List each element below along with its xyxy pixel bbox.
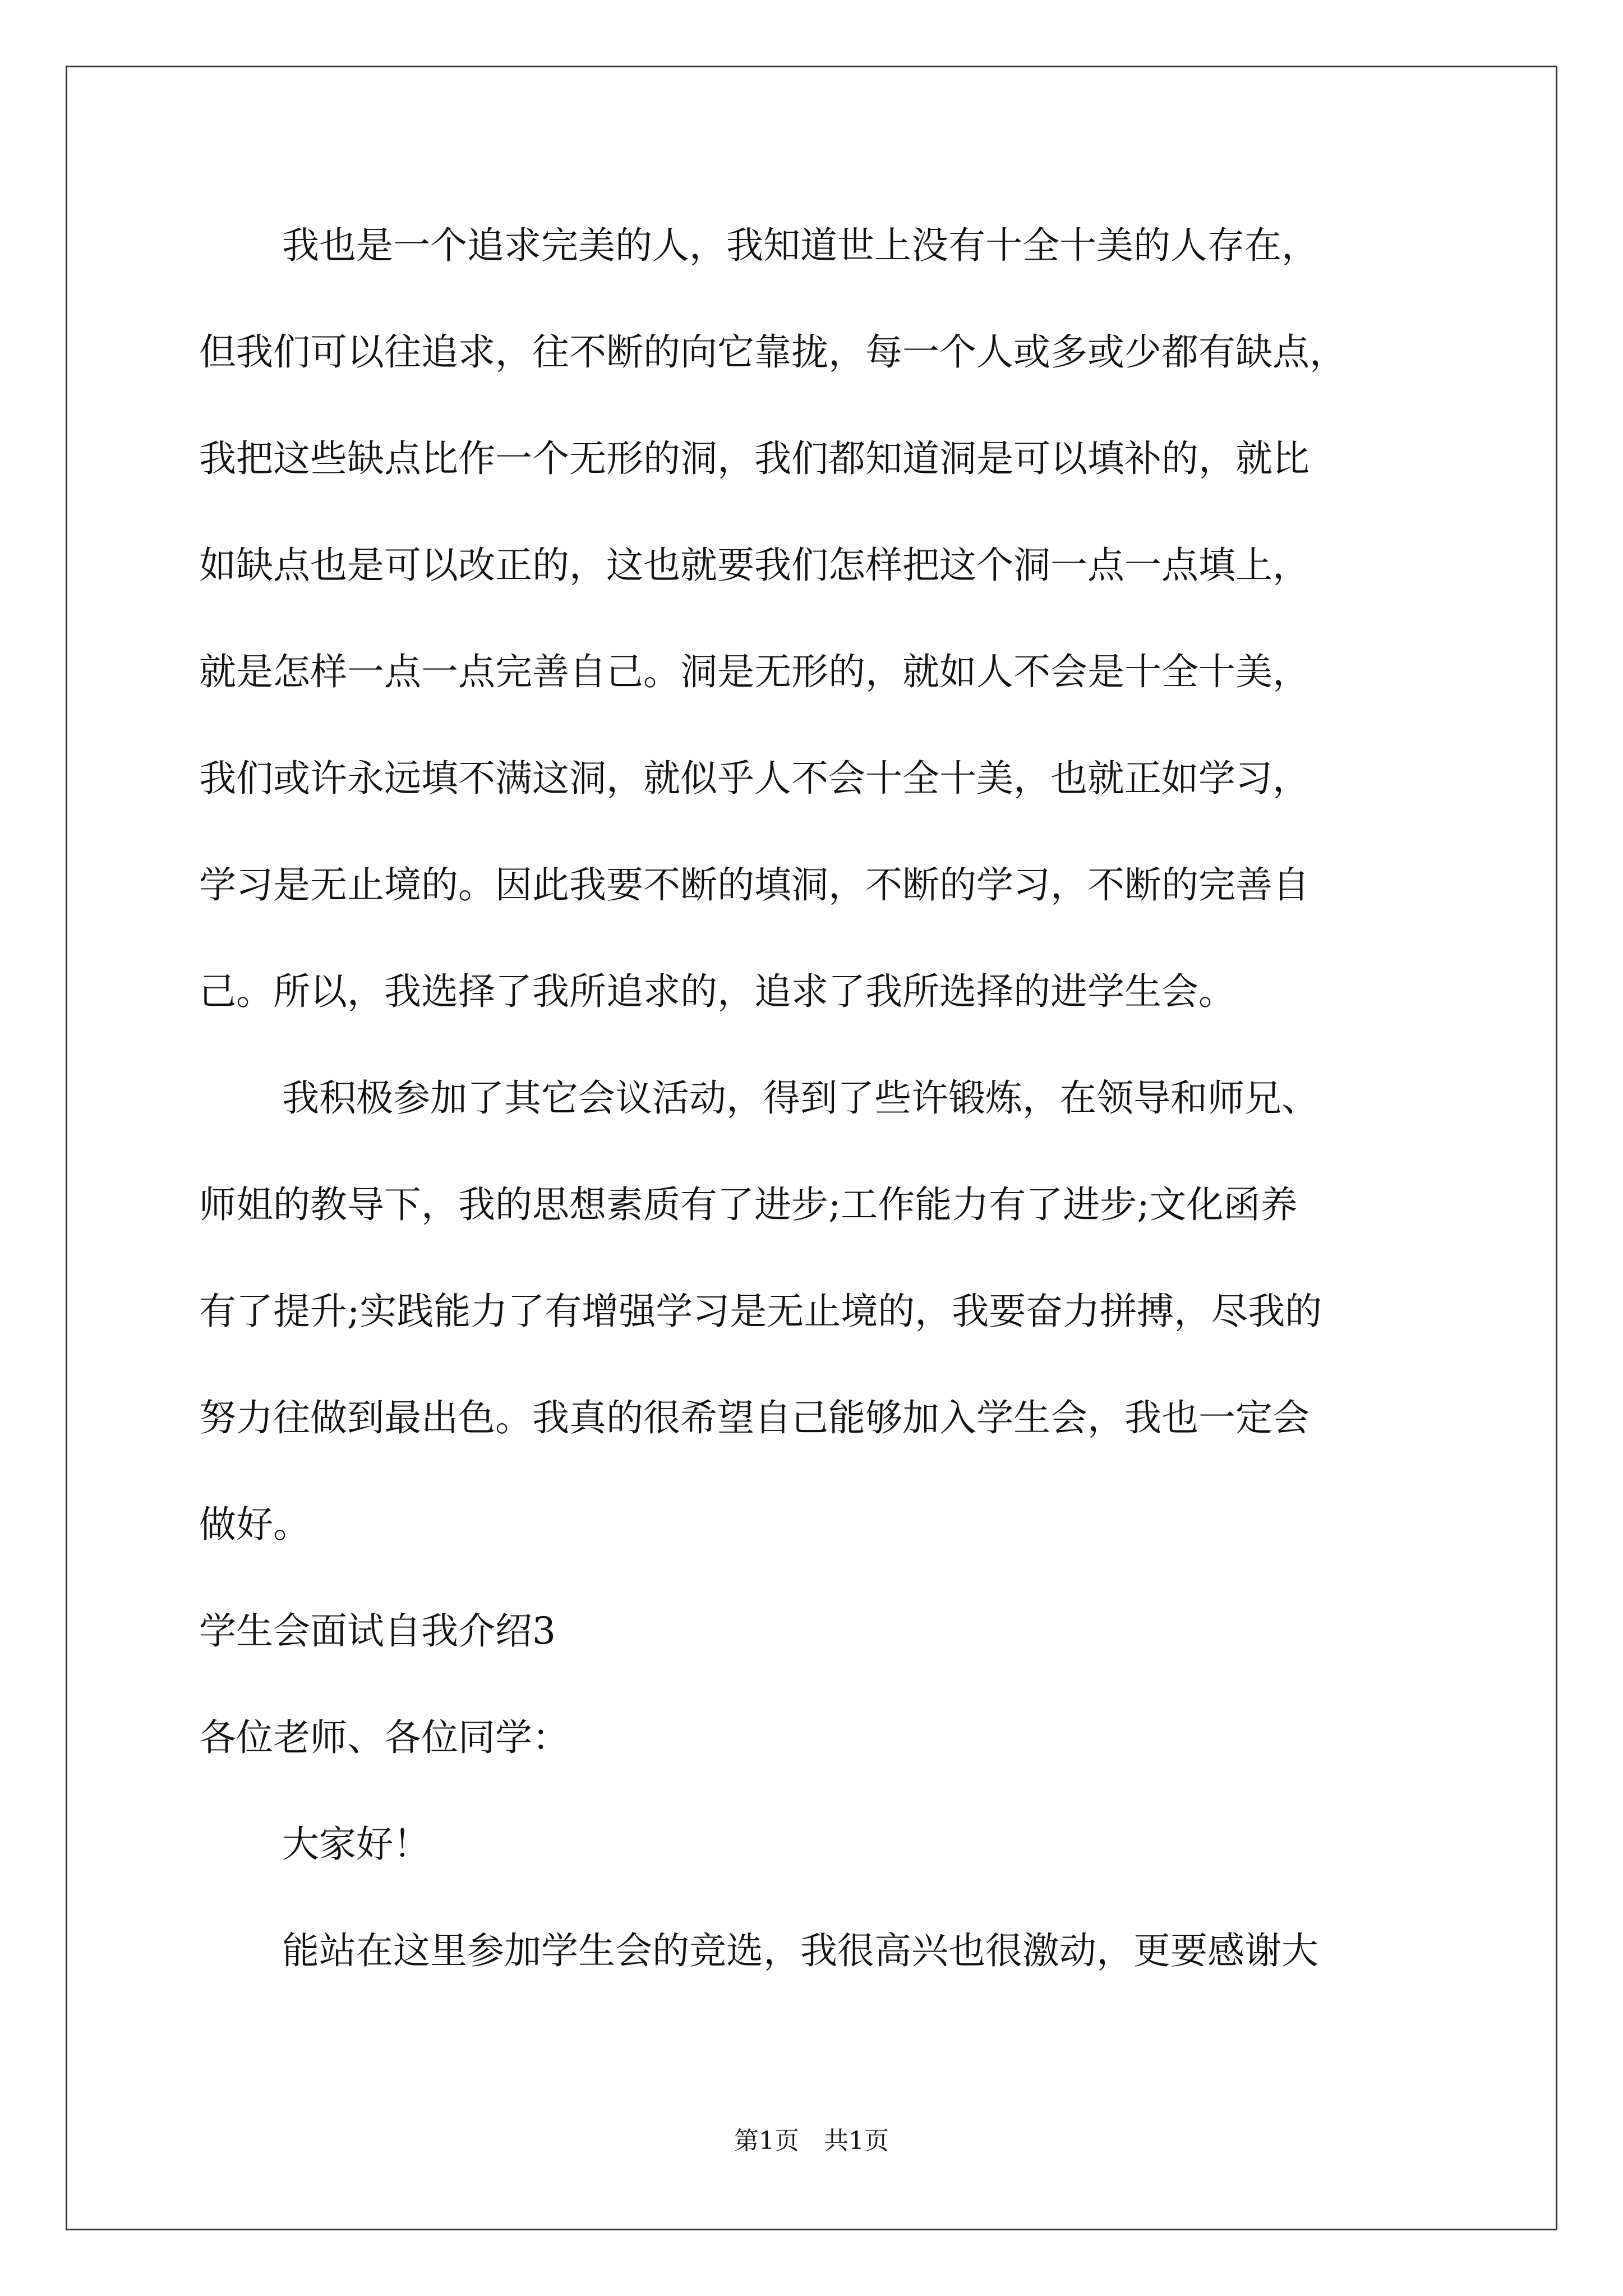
paragraph-line: 但我们可以往追求，往不断的向它靠拢，每一个人或多或少都有缺点， bbox=[199, 330, 1347, 374]
page-number-footer: 第1页 共1页 bbox=[734, 2127, 889, 2155]
greeting: 大家好！ bbox=[282, 1823, 430, 1866]
paragraph-line: 我也是一个追求完美的人，我知道世上没有十全十美的人存在， bbox=[282, 224, 1318, 267]
paragraph-line: 我积极参加了其它会议活动，得到了些许锻炼，在领导和师兄、 bbox=[282, 1076, 1318, 1120]
paragraph-line: 我们或许永远填不满这洞，就似乎人不会十全十美，也就正如学习， bbox=[199, 757, 1310, 800]
paragraph-line: 就是怎样一点一点完善自己。洞是无形的，就如人不会是十全十美， bbox=[199, 650, 1310, 693]
paragraph-line: 己。所以，我选择了我所追求的，追求了我所选择的进学生会。 bbox=[199, 970, 1235, 1013]
paragraph-line: 努力往做到最出色。我真的很希望自己能够加入学生会，我也一定会 bbox=[199, 1396, 1310, 1439]
page-border bbox=[66, 66, 1557, 2230]
paragraph-line: 学习是无止境的。因此我要不断的填洞，不断的学习，不断的完善自 bbox=[199, 863, 1310, 907]
paragraph-line: 能站在这里参加学生会的竞选，我很高兴也很激动，更要感谢大 bbox=[282, 1929, 1318, 1972]
paragraph-line: 有了提升;实践能力了有增强学习是无止境的，我要奋力拼搏，尽我的 bbox=[199, 1290, 1322, 1333]
paragraph-line: 做好。 bbox=[199, 1503, 310, 1546]
paragraph-line: 我把这些缺点比作一个无形的洞，我们都知道洞是可以填补的，就比 bbox=[199, 437, 1310, 480]
salutation: 各位老师、各位同学： bbox=[199, 1716, 569, 1759]
section-heading: 学生会面试自我介绍3 bbox=[199, 1609, 556, 1653]
paragraph-line: 师姐的教导下，我的思想素质有了进步;工作能力有了进步;文化函养 bbox=[199, 1183, 1298, 1226]
paragraph-line: 如缺点也是可以改正的，这也就要我们怎样把这个洞一点一点填上， bbox=[199, 544, 1310, 587]
